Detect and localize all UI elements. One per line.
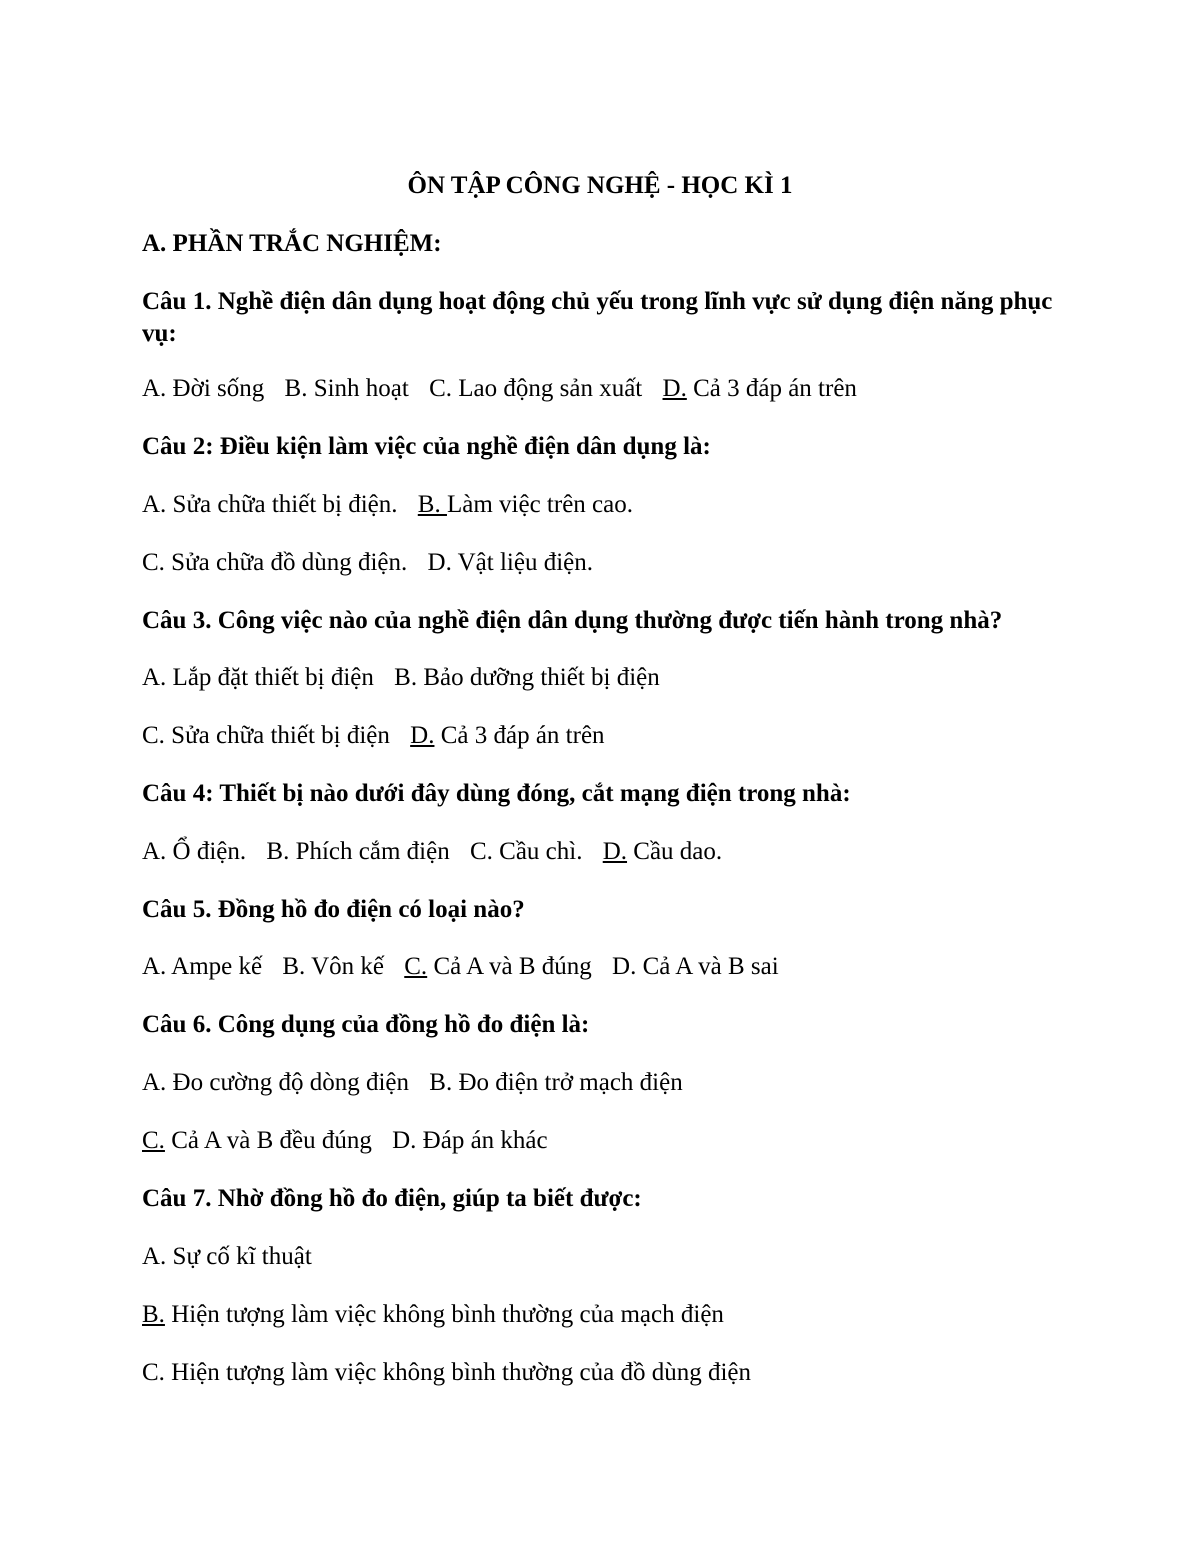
q4-answer-mark: D.: [602, 838, 628, 865]
question-1-options: [142, 373, 1062, 405]
q4-option-a: A. Ổ điện.: [142, 838, 247, 865]
q5-answer-mark: C.: [404, 953, 428, 980]
q2-option-a: A. Sửa chữa thiết bị điện.: [142, 491, 398, 518]
q1-answer-mark: D.: [662, 375, 687, 402]
q5-option-d: D. Cả A và B sai: [612, 953, 779, 980]
section-heading: A. PHẦN TRẮC NGHIỆM:: [142, 230, 442, 257]
q7-answer-mark: B.: [142, 1301, 165, 1328]
q6-option-b: B. Đo điện trở mạch điện: [429, 1069, 683, 1096]
question-2-options-row2: [142, 547, 1062, 579]
q3-option-d: D. Cả 3 đáp án trên: [410, 722, 605, 749]
question-6-options-row1: [142, 1067, 1062, 1099]
q3-option-a: A. Lắp đặt thiết bị điện: [142, 664, 374, 691]
question-4: Câu 4: Thiết bị nào dưới đây dùng đóng, cắt mạng điện trong nhà:: [142, 780, 851, 807]
q7-option-b: B. Hiện tượng làm việc không bình thường của mạch điện: [142, 1301, 724, 1328]
q3-option-c: C. Sửa chữa thiết bị điện: [142, 722, 390, 749]
q5-option-c: C. Cả A và B đúng: [404, 953, 592, 980]
q2-option-d: D. Vật liệu điện.: [427, 549, 593, 576]
question-2-options-row1: [142, 489, 1062, 521]
document-title: ÔN TẬP CÔNG NGHỆ - HỌC KÌ 1: [407, 172, 793, 199]
q6-answer-mark: C.: [142, 1127, 165, 1154]
q1-option-d: D. Cả 3 đáp án trên: [662, 375, 857, 402]
q4-option-d: D. Cầu dao.: [602, 838, 723, 865]
question-5-options: [142, 951, 1062, 983]
q4-option-c: C. Cầu chì.: [469, 838, 583, 865]
question-6-options-row2: [142, 1125, 1062, 1157]
q2-answer-mark: B.: [417, 491, 447, 518]
question-6: Câu 6. Công dụng của đồng hồ đo điện là:: [142, 1011, 590, 1038]
question-3-options-row1: [142, 662, 1062, 694]
q2-option-b: B. Làm việc trên cao.: [417, 491, 633, 518]
q6-option-d: D. Đáp án khác: [392, 1127, 548, 1154]
question-2: Câu 2: Điều kiện làm việc của nghề điện dân dụng là:: [142, 433, 711, 460]
q5-option-a: A. Ampe kế: [142, 953, 263, 980]
q7-option-c: C. Hiện tượng làm việc không bình thường của đồ dùng điện: [142, 1359, 752, 1386]
question-5: Câu 5. Đồng hồ đo điện có loại nào?: [142, 896, 525, 923]
q7-option-a: A. Sự cố kĩ thuật: [142, 1243, 312, 1270]
q6-option-a: A. Đo cường độ dòng điện: [142, 1069, 410, 1096]
question-7: Câu 7. Nhờ đồng hồ đo điện, giúp ta biết được:: [142, 1185, 642, 1212]
q2-option-c: C. Sửa chữa đồ dùng điện.: [142, 549, 408, 576]
q1-option-b: B. Sinh hoạt: [284, 375, 409, 402]
question-3-options-row2: [142, 720, 1062, 752]
question-1: Câu 1. Nghề điện dân dụng hoạt động chủ yếu trong lĩnh vực sử dụng điện năng phục vụ:: [142, 288, 1053, 347]
question-3: Câu 3. Công việc nào của nghề điện dân dụng thường được tiến hành trong nhà?: [142, 607, 1003, 634]
q5-option-b: B. Vôn kế: [282, 953, 384, 980]
q6-option-c: C. Cả A và B đều đúng: [142, 1127, 372, 1154]
question-4-options: [142, 836, 1062, 868]
q3-answer-mark: D.: [410, 722, 435, 749]
q1-option-c: C. Lao động sản xuất: [429, 375, 643, 402]
q4-option-b: B. Phích cắm điện: [266, 838, 450, 865]
q1-option-a: A. Đời sống: [142, 375, 265, 402]
q3-option-b: B. Bảo dưỡng thiết bị điện: [394, 664, 660, 691]
